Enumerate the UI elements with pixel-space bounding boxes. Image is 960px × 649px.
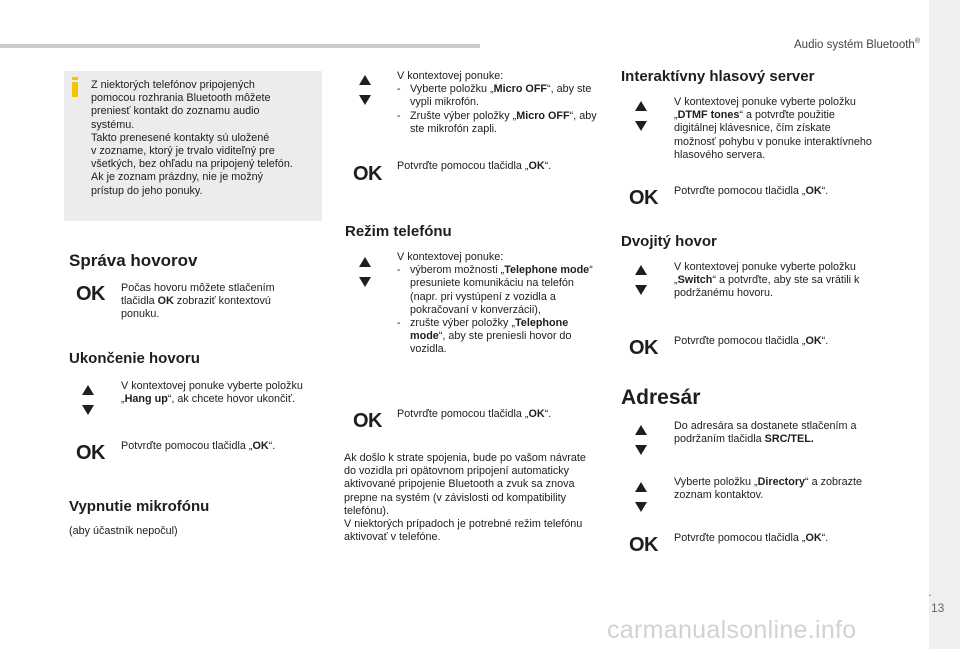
page-marker: . — [928, 584, 932, 599]
arrow-up-down-icon — [635, 265, 649, 297]
micro-menu: V kontextovej ponuke: - Vyberte položku „Micro OFF“, aby ste vypli mikrofón. - Zrušte výber položky „Micro OFF“, aby ste mikrofón zapli. — [397, 70, 597, 135]
page-number: 13 — [931, 601, 945, 615]
ok-icon: OK — [76, 283, 105, 305]
rezim-menu: V kontextovej ponuke: - výberom možnosti „Telephone mode“ presuniete komunikáciu na telefón (napr. pri vystúpení z vozidla a pokračovaní v konverzácii), - zrušte výber položky „Telephone mode“, aby ste preniesli hovor do vozidla. — [397, 251, 593, 356]
ukoncenie-text: V kontextovej ponuke vyberte položku „Hang up“, ak chcete hovor ukončiť. — [121, 380, 303, 406]
heading-adresar: Adresár — [621, 386, 701, 409]
ok-icon: OK — [353, 410, 382, 432]
ukoncenie-confirm: Potvrďte pomocou tlačidla „OK“. — [121, 440, 276, 452]
ok-icon: OK — [629, 337, 658, 359]
header-rule — [0, 44, 480, 48]
heading-dvojity-hovor: Dvojitý hovor — [621, 233, 717, 250]
micro-confirm: Potvrďte pomocou tlačidla „OK“. — [397, 160, 552, 172]
heading-rezim-telefonu: Režim telefónu — [345, 223, 452, 240]
heading-sprava-hovorov: Správa hovorov — [69, 251, 198, 270]
watermark: carmanualsonline.info — [607, 616, 857, 644]
adresar-confirm: Potvrďte pomocou tlačidla „OK“. — [674, 532, 829, 544]
heading-vypnutie-mikrofonu: Vypnutie mikrofónu — [69, 498, 210, 515]
arrow-up-down-icon — [82, 385, 96, 417]
dvojity-text: V kontextovej ponuke vyberte položku „Switch“ a potvrďte, aby ste sa vrátili k podržanému hovoru. — [674, 261, 860, 300]
arrow-up-down-icon — [359, 75, 373, 107]
adresar-text-1: Do adresára sa dostanete stlačením a podržaním tlačidla SRC/TEL. — [674, 420, 857, 446]
rezim-footer-text: Ak došlo k strate spojenia, bude po vašom návrate do vozidla pri opätovnom pripojení automaticky aktivované pripojenie Bluetooth a zvuk sa znova prepne na systém (v závislosti od kompatibility telefónu). V niektorých prípadoch je potrebné režim telefónu aktivovať v telefóne. — [344, 452, 586, 544]
adresar-text-2: Vyberte položku „Directory“ a zobrazte zoznam kontaktov. — [674, 476, 863, 502]
arrow-up-down-icon — [635, 482, 649, 514]
sprava-text: Počas hovoru môžete stlačením tlačidla OK zobraziť kontextovú ponuku. — [121, 282, 275, 321]
rezim-confirm: Potvrďte pomocou tlačidla „OK“. — [397, 408, 552, 420]
section-title: Audio systém Bluetooth® — [794, 38, 920, 51]
page-sidebar — [929, 0, 960, 649]
heading-interaktivny-server: Interaktívny hlasový server — [621, 68, 815, 85]
arrow-up-down-icon — [359, 257, 373, 289]
ok-icon: OK — [629, 534, 658, 556]
dvojity-confirm: Potvrďte pomocou tlačidla „OK“. — [674, 335, 829, 347]
ok-icon: OK — [76, 442, 105, 464]
info-note-text: Z niektorých telefónov pripojených pomocou rozhrania Bluetooth môžete preniesť kontakt do zoznamu audio systému. Takto prenesené kontakty sú uložené v zozname, ktorý je trvalo viditeľný pre všetkých, bez ohľadu na pripojený telefón. Ak je zoznam prázdny, nie je možný prístup do jeho ponuky. — [91, 79, 293, 197]
arrow-up-down-icon — [635, 101, 649, 133]
ok-icon: OK — [629, 187, 658, 209]
vypnutie-text: (aby účastník nepočul) — [69, 525, 178, 537]
info-icon — [71, 77, 79, 97]
arrow-up-down-icon — [635, 425, 649, 457]
ok-icon: OK — [353, 163, 382, 185]
ivs-confirm: Potvrďte pomocou tlačidla „OK“. — [674, 185, 829, 197]
heading-ukoncenie-hovoru: Ukončenie hovoru — [69, 350, 200, 367]
ivs-text: V kontextovej ponuke vyberte položku „DTMF tones“ a potvrďte použitie digitálnej klávesnice, čím získate možnosť pohybu v ponuke interaktívneho hlasového servera. — [674, 96, 872, 161]
